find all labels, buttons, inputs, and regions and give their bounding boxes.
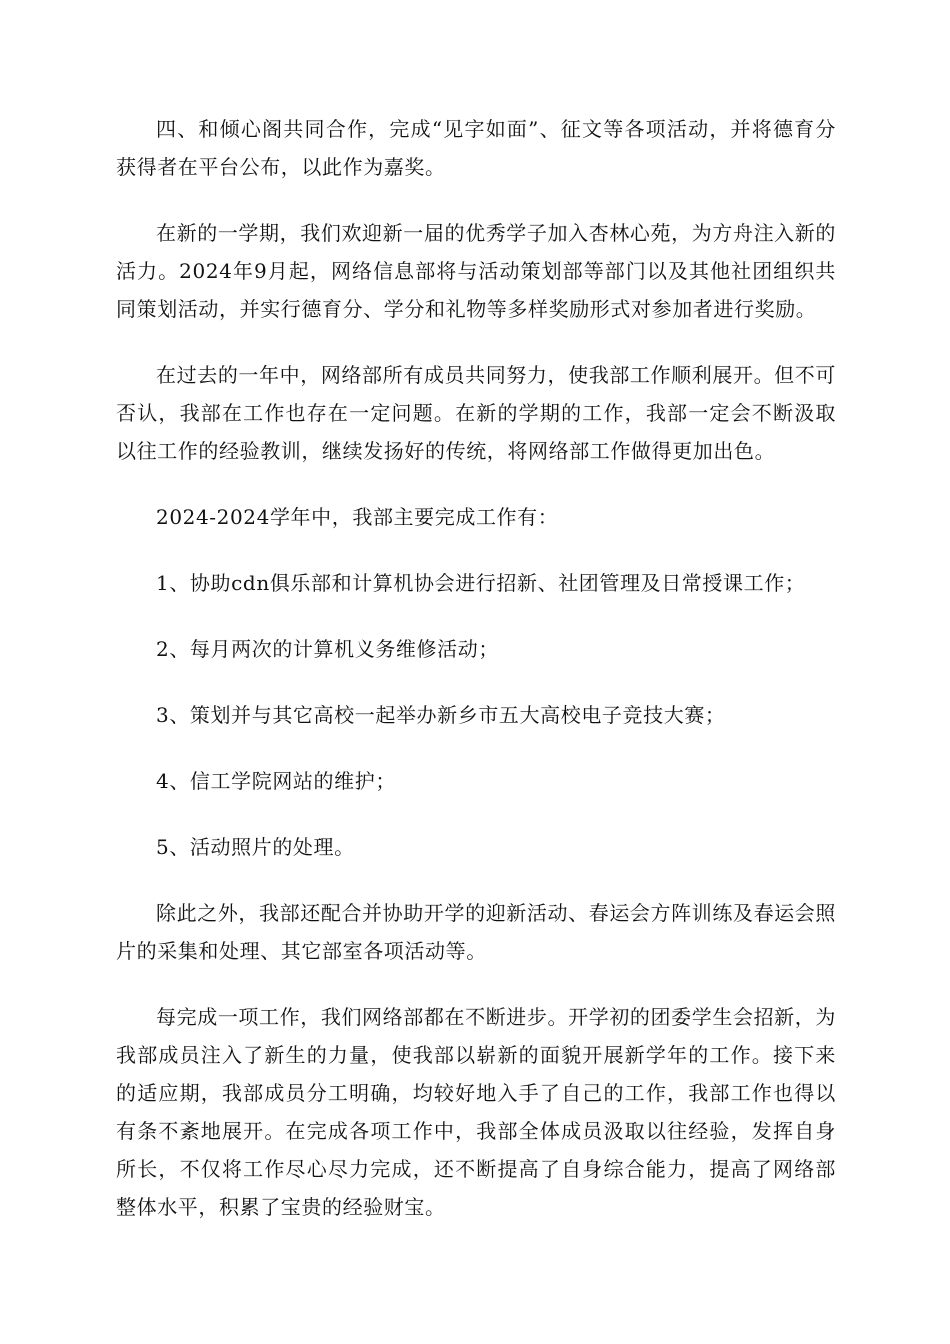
list-item-5: 5、活动照片的处理。 [156,835,355,859]
list-item-3: 3、策划并与其它高校一起举办新乡市五大高校电子竞技大赛； [156,703,726,727]
list-item-1: 1、协助cdn俱乐部和计算机协会进行招新、社团管理及日常授课工作； [156,571,806,595]
list-item-2: 2、每月两次的计算机义务维修活动； [156,637,499,661]
paragraph-work-list-intro: 2024-2024学年中，我部主要完成工作有： [156,505,559,529]
document-body [116,110,836,1254]
paragraph-progress-summary: 每完成一项工作，我们网络部都在不断进步。开学初的团委学生会招新，为我部成员注入了新生的力量，使我部以崭新的面貌开展新学年的工作。接下来的适应期，我部成员分工明确，均较好地入手了自己的工作，我部工作也得以有条不紊地展开。在完成各项工作中，我部全体成员汲取以往经验，发挥自身所长，不仅将工作尽心尽力完成，还不断提高了自身综合能力，提高了网络部整体水平，积累了宝贵的经验财宝。 [116,1005,836,1219]
paragraph-past-year-review: 在过去的一年中，网络部所有成员共同努力，使我部工作顺利展开。但不可否认，我部在工作也存在一定问题。在新的学期的工作，我部一定会不断汲取以往工作的经验教训，继续发扬好的传统，将网络部工作做得更加出色。 [116,363,836,463]
list-item-4: 4、信工学院网站的维护； [156,769,396,793]
paragraph-cooperation-activities: 四、和倾心阁共同合作，完成“见字如面”、征文等各项活动，并将德育分获得者在平台公布，以此作为嘉奖。 [116,117,836,179]
paragraph-new-semester: 在新的一学期，我们欢迎新一届的优秀学子加入杏林心苑，为方舟注入新的活力。2024年9月起，网络信息部将与活动策划部等部门以及其他社团组织共同策划活动，并实行德育分、学分和礼物等多样奖励形式对参加者进行奖励。 [116,221,836,321]
paragraph-additional-work: 除此之外，我部还配合并协助开学的迎新活动、春运会方阵训练及春运会照片的采集和处理、其它部室各项活动等。 [116,901,836,963]
